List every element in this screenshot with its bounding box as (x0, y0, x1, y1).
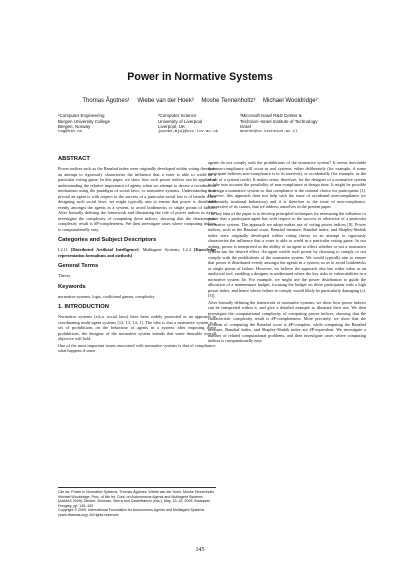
keywords-heading: Keywords (58, 283, 86, 290)
category-bold-1: [Distributed Artificial Intelligence] (70, 247, 139, 252)
right-column (208, 160, 366, 344)
keywords-text: normative systems, logic, coalitional games, complexity (58, 293, 155, 299)
affiliation-org: University of Liverpool (158, 118, 203, 124)
copyright-note: Copyright © 2009, International Foundation for Autonomous Agents and Multiagent Systems (www.ifaamas.org). All rights reserved. (58, 508, 205, 517)
author-3: Moshe Tennenholtz³ (201, 98, 256, 104)
affiliation-email: moshet@ie.technion.ac.il (240, 129, 298, 134)
body-paragraph-3: After formally defining the framework of normative systems, we show how power indices can be interpreted within it, and give a detailed example to illustrate their use. We then investigate the computational complexity of computing power indices, showing that the characteristic complexity result is #P-completeness. More precisely, we show that the problem of computing the Banzhaf score is #P-complete, while computing the Banzhaf measure, Banzhaf index, and Shapley-Shubik index are #P-equivalent. We investigate a number of related computational problems, and then investigate cases where computing indices is computationally easy. (208, 299, 366, 343)
introduction-section (58, 304, 216, 354)
author-list (0, 98, 400, 104)
general-terms-heading: General Terms (58, 263, 99, 269)
affiliation-1 (58, 113, 110, 135)
page-number: 145 (195, 547, 205, 553)
affiliation-dept: ²Computer Science (158, 113, 197, 118)
abstract-text: Power indices such as the Banzhaf index were originally developed within voting theory in an attempt to rigorously characterise the influence that a voter is able to wield in a particular voting game. In this paper, we show how such power indices can be applied to understanding the relative importance of agents when we attempt to devise a coordination mechanism using the paradigm of social laws, or normative systems. Understanding how pivotal an agent is with respect to the success of a particular social law is of benefit when designing such social laws: we might typically aim to ensure that power is distributed evenly amongst the agents in a system, to avoid bottlenecks or single points of failure. After formally defining the framework and illustrating the role of power indices in it, we investigate the complexity of computing these indices, showing that the characteristic complexity result is #P-completeness. We then investigate cases where computing indices is computationally easy. (58, 166, 216, 232)
category-code: I.2.11 (58, 247, 68, 252)
affiliation-org: Bergen University College (58, 118, 111, 124)
keywords-section (58, 284, 216, 300)
introduction-paragraph-2: One of the most important issues associated with normative systems is that of compliance: what happens if some (58, 342, 216, 353)
abstract-heading: ABSTRACT (58, 156, 90, 162)
category-plain-1: : Multiagent Systems; I.2.4 (138, 247, 192, 252)
affiliation-3 (240, 113, 317, 135)
body-paragraph-1: agents do not comply with the prohibitions of the normative system? It seems inevitable that non-compliance will occur in real systems, either deliberately (for example, if some participant believes non-compliance is in its interests), or accidentally (for example, as the result of a system crash). It makes sense, therefore, for the designer of a normative system to take into account the possibility of non-compliance at design time. It might be possible to design a normative system so that compliance is the rational choice for participants [1]. However, this approach does not help with the issue of accidental non-compliance (or deliberately irrational behaviour) and it is therefore to the issue of non-compliance, irrespective of its causes, that we address ourselves in the present paper. (208, 160, 366, 209)
affiliation-city: Israel (240, 124, 252, 130)
author-4: Michael Wooldridge² (263, 98, 318, 104)
general-terms-text: Theory (58, 273, 71, 278)
category-bold-2: [Knowledge representation formalisms and methods] (58, 247, 217, 258)
affiliation-email: tag@hib.no (58, 129, 83, 134)
left-column (58, 156, 216, 359)
introduction-paragraph-1: Normative systems (a.k.a. social laws) have been widely promoted as an approach to coordinating multi-agent systems [12, 13, 14, 1]. The idea is that a normative system is a set of prohibitions on the behaviour of agents in a system: after imposing these prohibitions, the designer of the normative system intends that some desirable overall objective will hold. (58, 314, 216, 341)
paper-title: Power in Normative Systems (127, 71, 273, 83)
footnote-box (58, 487, 216, 517)
affiliations (58, 113, 358, 145)
categories-heading: Categories and Subject Descriptors (58, 237, 157, 243)
categories-text (58, 247, 216, 258)
general-terms-section (58, 263, 216, 279)
affiliation-org: Technion–Israel Institute of Technology (240, 118, 318, 124)
affiliation-email: {wiebe,mjw}@csc.liv.ac.uk (158, 129, 219, 134)
citation-note: Cite as: Power in Normative Systems, Thomas Ågotnes, Wiebe van der Hoek, Moshe Tennenholtz, Michael Wooldridge, Proc. of 8th Int. Conf. on Autonomous Agents and Multiagent Systems (AAMAS 2009), Decker, Sichman, Sierra and Castelfranchi (eds.), May, 10–15, 2009, Budapest, Hungary, pp. 145–152 (58, 490, 216, 508)
author-1: Thomas Ågotnes¹ (82, 98, 130, 104)
affiliation-dept: ³Microsoft Israel R&D Center & (240, 113, 302, 118)
affiliation-dept: ¹Computer Engineering (58, 113, 105, 118)
abstract-section (58, 156, 216, 232)
body-paragraph-2: The key idea of the paper is to develop principled techniques for measuring the influence or power that a participant agent has with respect to the success or otherwise of a particular normative system. The approach we adopt makes use of voting power indices [8]. Power indices, such as the Banzhaf score, Banzhaf measure, Banzhaf index, and Shapley-Shubik index were originally developed within voting theory in an attempt to rigorously characterise the influence that a voter is able to wield in a particular voting game. In our setting, power is interpreted as the ability of an agent to affect whether or not a normative system has the desired effect. An agent wields such power by choosing to comply or not comply with the prohibitions of the normative system. We would typically aim to ensure that power is distributed evenly amongst the agents in a system, so as to avoid bottlenecks or single points of failure. However, we believe the approach also has wider value as an analytical tool, enabling a designer to understand where the key risks or vulnerabilities in a normative system lie. For example, we might use the power distribution to guide the allocation of a maintenance budget, focusing the budget on those participants with a high power index, and hence whose failure to comply would likely be particularly damaging (cf. [3]). (208, 210, 366, 298)
categories-section (58, 237, 216, 258)
affiliation-2 (158, 113, 218, 135)
affiliation-city: Liverpool, UK (158, 124, 186, 130)
author-2: Wiebe van der Hoek² (137, 98, 194, 104)
affiliation-city: Bergen, Norway (58, 124, 91, 130)
introduction-heading: 1. INTRODUCTION (58, 304, 109, 310)
